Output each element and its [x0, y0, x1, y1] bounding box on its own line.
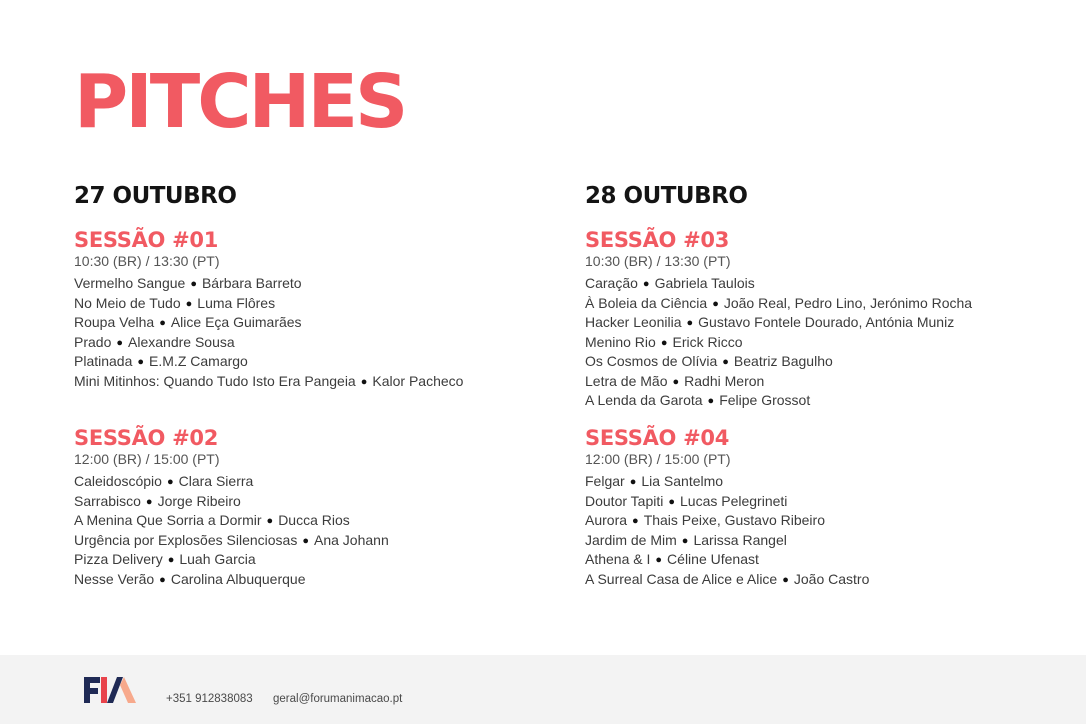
session-01 [74, 228, 463, 391]
pitch-project-title: Platinada [74, 353, 133, 369]
footer [0, 655, 1086, 724]
day-column-28-outubro [585, 180, 1065, 587]
pitch-authors: Lia Santelmo [641, 473, 724, 489]
session-title: SESSÃO #04 [585, 426, 730, 450]
pitch-item [585, 391, 972, 411]
pitch-item [74, 531, 389, 551]
pitch-item [585, 372, 972, 392]
bullet-separator-icon: ● [166, 476, 174, 488]
session-title: SESSÃO #01 [74, 228, 219, 252]
pitch-project-title: Prado [74, 333, 112, 350]
pitch-item [585, 472, 869, 492]
pitch-project-title: Sarrabisco [74, 492, 141, 509]
day-heading: 27 OUTUBRO [74, 183, 237, 209]
bullet-separator-icon: ● [302, 534, 309, 547]
pitch-item [585, 274, 972, 294]
pitch-project-title: Menino Rio [585, 333, 656, 350]
pitch-authors: Lucas Pelegrineti [680, 492, 788, 509]
pitch-authors: Gabriela Taulois [654, 275, 755, 291]
pitch-project-title: A Surreal Casa de Alice e Alice [585, 570, 778, 587]
session-03 [585, 228, 972, 411]
session-time: 12:00 (BR) / 15:00 (PT) [585, 451, 731, 467]
pitch-project-title: Jardim de Mim [585, 531, 677, 548]
pitch-list [74, 472, 389, 589]
pitch-project-title: A Menina Que Sorria a Dormir [74, 512, 262, 528]
pitch-authors: Carolina Albuquerque [170, 570, 306, 587]
bullet-separator-icon: ● [672, 375, 680, 388]
pitch-authors: Beatriz Bagulho [733, 353, 833, 369]
pitch-project-title: No Meio de Tudo [74, 294, 181, 311]
pitch-item [74, 372, 463, 392]
session-04 [585, 426, 869, 589]
bullet-separator-icon: ● [145, 495, 153, 508]
pitch-authors: Ducca Rios [278, 512, 350, 528]
bullet-separator-icon: ● [159, 317, 166, 329]
session-time: 12:00 (BR) / 15:00 (PT) [74, 451, 220, 467]
pitch-item [74, 294, 463, 314]
session-02 [74, 426, 389, 589]
pitch-authors: Alexandre Sousa [128, 333, 235, 350]
pitch-project-title: Mini Mitinhos: Quando Tudo Isto Era Pangeia [74, 372, 356, 389]
session-time: 10:30 (BR) / 13:30 (PT) [74, 253, 220, 269]
pitch-project-title: A Lenda da Garota [585, 392, 703, 408]
pitch-project-title: À Boleia da Ciência [585, 294, 708, 311]
bullet-separator-icon: ● [681, 534, 689, 547]
pitch-authors: Larissa Rangel [693, 531, 787, 548]
footer-email[interactable]: geral@forumanimacao.pt [273, 693, 403, 705]
pitch-list [585, 274, 972, 411]
pitch-project-title: Hacker Leonilia [585, 314, 682, 330]
pitch-item [585, 313, 972, 333]
pitch-project-title: Vermelho Sangue [74, 275, 186, 291]
bullet-separator-icon: ● [686, 317, 694, 329]
pitch-item [585, 294, 972, 314]
forum-animacao-logo-icon [84, 675, 136, 705]
bullet-separator-icon: ● [629, 476, 637, 488]
pitch-authors: Radhi Meron [684, 372, 765, 389]
bullet-separator-icon: ● [190, 278, 197, 290]
pitch-authors: Thais Peixe, Gustavo Ribeiro [643, 512, 825, 528]
session-title: SESSÃO #03 [585, 228, 730, 252]
bullet-separator-icon: ● [632, 515, 639, 527]
pitch-project-title: Urgência por Explosões Silenciosas [74, 531, 298, 548]
session-time: 10:30 (BR) / 13:30 (PT) [585, 253, 731, 269]
pitch-project-title: Caleidoscópio [74, 473, 162, 489]
pitch-authors: Kalor Pacheco [372, 372, 464, 389]
pitch-project-title: Felgar [585, 473, 625, 489]
pitch-item [74, 570, 389, 590]
pitch-project-title: Caração [585, 275, 638, 291]
pitch-item [585, 352, 972, 372]
pitch-item [585, 511, 869, 531]
bullet-separator-icon: ● [782, 573, 789, 586]
pitch-authors: Luah Garcia [179, 551, 256, 567]
pitch-authors: Clara Sierra [178, 473, 254, 489]
bullet-separator-icon: ● [712, 297, 719, 310]
pitch-authors: Felipe Grossot [719, 392, 811, 408]
pitch-item [74, 274, 463, 294]
pitch-authors: Céline Ufenast [667, 551, 759, 567]
pitch-item [74, 550, 389, 570]
pitch-item [74, 492, 389, 512]
pitch-authors: Luma Flôres [197, 294, 276, 311]
pitch-list [74, 274, 463, 391]
bullet-separator-icon: ● [137, 356, 145, 368]
bullet-separator-icon: ● [116, 336, 124, 349]
pitch-item [585, 333, 972, 353]
bullet-separator-icon: ● [167, 554, 175, 566]
bullet-separator-icon: ● [360, 375, 368, 388]
pitch-item [585, 531, 869, 551]
pitch-project-title: Letra de Mão [585, 372, 668, 389]
pitch-authors: João Castro [793, 570, 870, 587]
pitch-item [585, 570, 869, 590]
bullet-separator-icon: ● [707, 395, 715, 407]
pitch-item [74, 352, 463, 372]
pitch-authors: Bárbara Barreto [201, 275, 302, 291]
bullet-separator-icon: ● [655, 554, 663, 566]
bullet-separator-icon: ● [185, 297, 193, 310]
pitch-item [585, 492, 869, 512]
bullet-separator-icon: ● [660, 336, 668, 349]
bullet-separator-icon: ● [642, 278, 650, 290]
day-heading: 28 OUTUBRO [585, 183, 748, 209]
pitch-project-title: Roupa Velha [74, 314, 155, 330]
pitch-project-title: Os Cosmos de Olívia [585, 353, 718, 369]
pitch-project-title: Doutor Tapiti [585, 492, 664, 509]
pitch-item [74, 511, 389, 531]
pitch-project-title: Pizza Delivery [74, 551, 163, 567]
bullet-separator-icon: ● [722, 356, 729, 368]
footer-phone: +351 912838083 [166, 693, 253, 705]
pitch-project-title: Aurora [585, 512, 628, 528]
pitch-item [74, 313, 463, 333]
bullet-separator-icon: ● [266, 515, 274, 527]
page-title: PITCHES [74, 59, 406, 145]
pitch-project-title: Nesse Verão [74, 570, 155, 587]
pitch-authors: E.M.Z Camargo [149, 353, 248, 369]
bullet-separator-icon: ● [668, 495, 675, 508]
pitch-item [585, 550, 869, 570]
pitch-item [74, 333, 463, 353]
pitch-authors: João Real, Pedro Lino, Jerónimo Rocha [723, 294, 973, 311]
day-column-27-outubro [74, 180, 554, 587]
pitch-authors: Jorge Ribeiro [157, 492, 241, 509]
pitch-project-title: Athena & I [585, 551, 651, 567]
pitch-item [74, 472, 389, 492]
session-title: SESSÃO #02 [74, 426, 219, 450]
bullet-separator-icon: ● [159, 573, 166, 586]
pitch-authors: Ana Johann [314, 531, 389, 548]
pitch-authors: Alice Eça Guimarães [170, 314, 302, 330]
pitch-authors: Gustavo Fontele Dourado, Antónia Muniz [698, 314, 955, 330]
pitch-list [585, 472, 869, 589]
pitch-authors: Erick Ricco [672, 333, 743, 350]
